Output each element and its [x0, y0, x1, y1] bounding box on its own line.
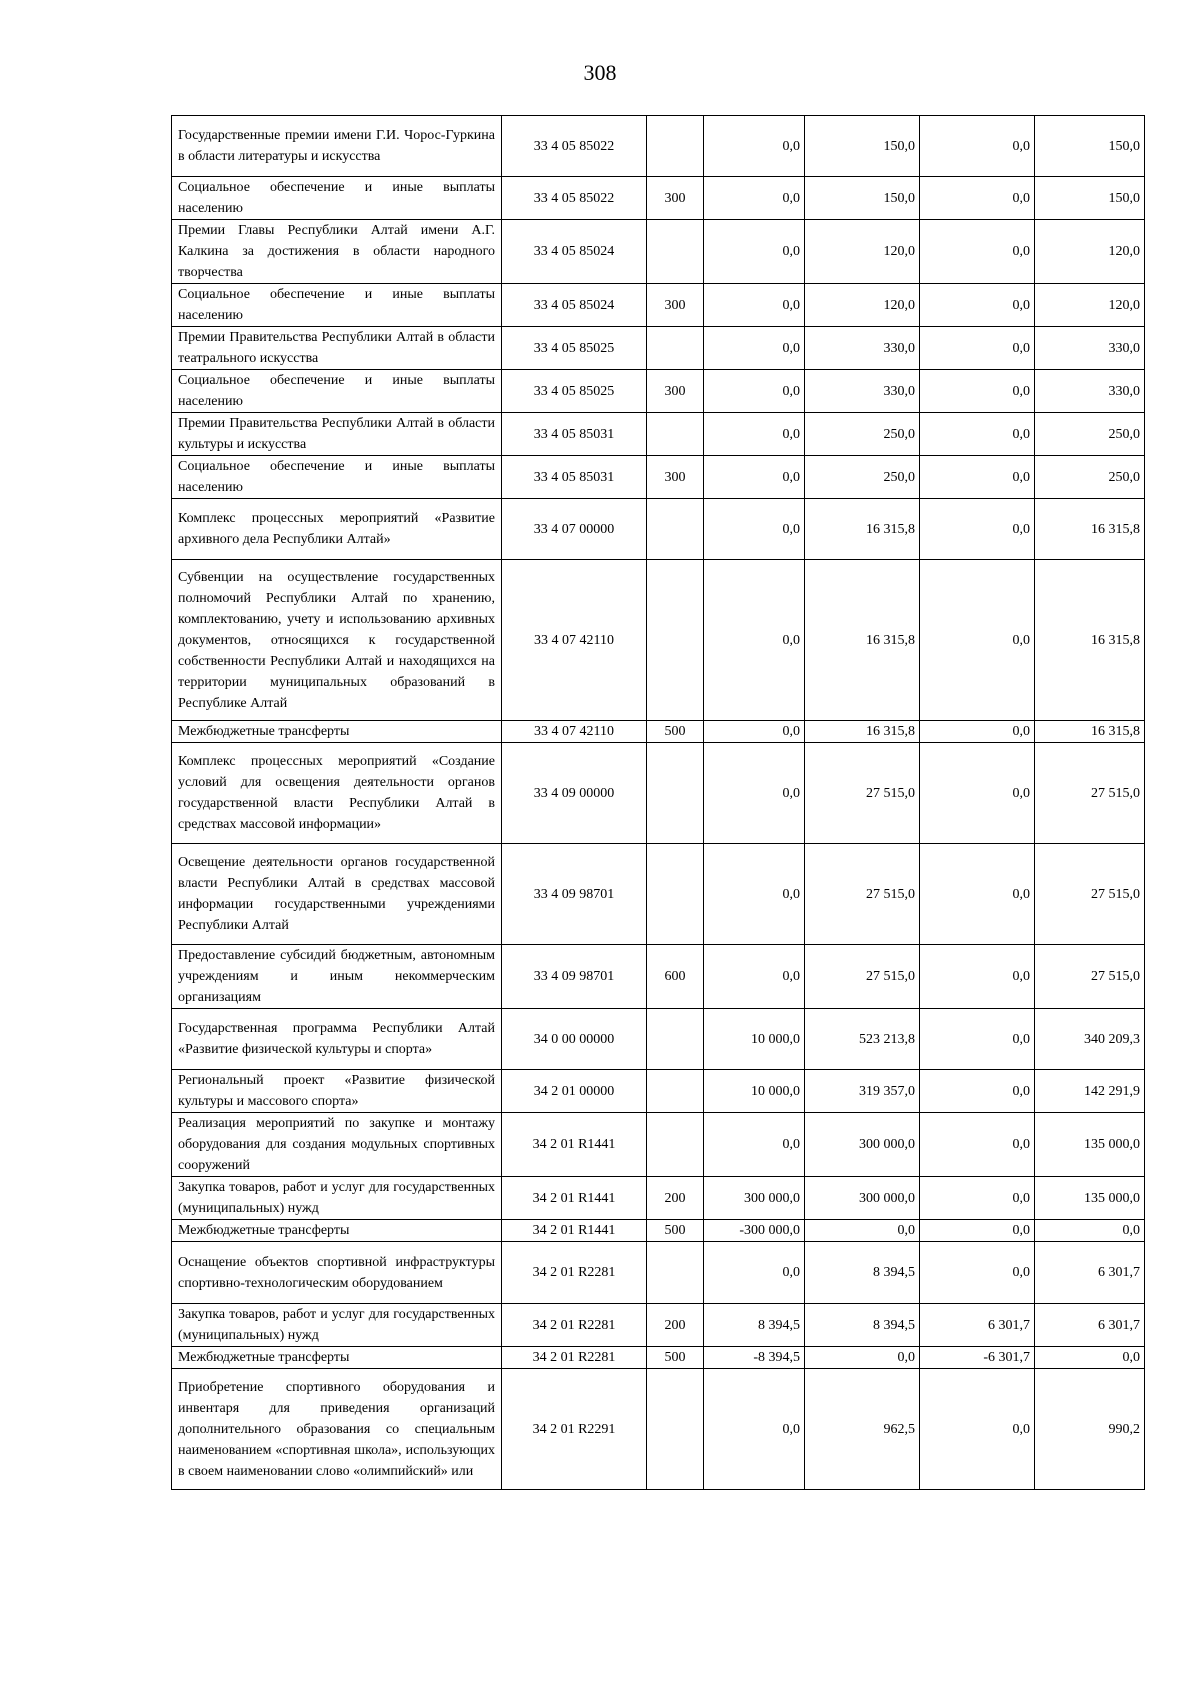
row-amount-3: 0,0	[920, 1070, 1035, 1113]
row-amount-4: 330,0	[1035, 327, 1145, 370]
row-expense-type: 500	[647, 1220, 704, 1242]
row-amount-2: 150,0	[805, 177, 920, 220]
row-amount-1: 0,0	[704, 370, 805, 413]
row-code: 33 4 09 98701	[502, 844, 647, 945]
row-amount-3: 0,0	[920, 220, 1035, 284]
row-amount-3: 0,0	[920, 721, 1035, 743]
table-row	[172, 1070, 1145, 1113]
row-code: 33 4 09 00000	[502, 743, 647, 844]
row-amount-3: 0,0	[920, 413, 1035, 456]
row-name: Социальное обеспечение и иные выплаты населению	[172, 284, 502, 327]
row-amount-2: 16 315,8	[805, 499, 920, 560]
table-row	[172, 456, 1145, 499]
table-row	[172, 499, 1145, 560]
row-amount-3: 0,0	[920, 499, 1035, 560]
table-row	[172, 1242, 1145, 1304]
row-code: 34 2 01 R2281	[502, 1347, 647, 1369]
row-expense-type	[647, 499, 704, 560]
row-amount-2: 27 515,0	[805, 945, 920, 1009]
row-amount-4: 6 301,7	[1035, 1242, 1145, 1304]
row-code: 34 0 00 00000	[502, 1009, 647, 1070]
row-code: 34 2 01 R1441	[502, 1177, 647, 1220]
table-row	[172, 370, 1145, 413]
row-expense-type: 300	[647, 370, 704, 413]
row-amount-3: 0,0	[920, 1113, 1035, 1177]
row-name: Премии Правительства Республики Алтай в области театрального искусства	[172, 327, 502, 370]
row-amount-2: 300 000,0	[805, 1177, 920, 1220]
row-amount-1: 0,0	[704, 284, 805, 327]
row-expense-type: 300	[647, 456, 704, 499]
row-amount-4: 150,0	[1035, 177, 1145, 220]
row-amount-2: 150,0	[805, 116, 920, 177]
row-amount-3: 0,0	[920, 177, 1035, 220]
row-code: 34 2 01 00000	[502, 1070, 647, 1113]
table-row	[172, 945, 1145, 1009]
row-code: 34 2 01 R2291	[502, 1369, 647, 1490]
row-amount-2: 0,0	[805, 1347, 920, 1369]
row-amount-1: 300 000,0	[704, 1177, 805, 1220]
row-amount-2: 250,0	[805, 413, 920, 456]
row-amount-4: 150,0	[1035, 116, 1145, 177]
table-row	[172, 1369, 1145, 1490]
table-body	[172, 116, 1145, 1490]
row-expense-type	[647, 1113, 704, 1177]
row-name: Социальное обеспечение и иные выплаты населению	[172, 177, 502, 220]
row-code: 33 4 05 85022	[502, 116, 647, 177]
row-amount-2: 27 515,0	[805, 743, 920, 844]
row-expense-type: 600	[647, 945, 704, 1009]
row-amount-4: 990,2	[1035, 1369, 1145, 1490]
row-expense-type	[647, 116, 704, 177]
row-code: 33 4 05 85025	[502, 327, 647, 370]
row-amount-1: 0,0	[704, 327, 805, 370]
row-amount-1: 0,0	[704, 945, 805, 1009]
row-expense-type	[647, 413, 704, 456]
table-row	[172, 177, 1145, 220]
row-expense-type	[647, 220, 704, 284]
row-amount-1: 0,0	[704, 743, 805, 844]
row-amount-4: 142 291,9	[1035, 1070, 1145, 1113]
row-name: Региональный проект «Развитие физической культуры и массового спорта»	[172, 1070, 502, 1113]
table-row	[172, 743, 1145, 844]
row-expense-type	[647, 1009, 704, 1070]
table-row	[172, 284, 1145, 327]
row-expense-type	[647, 1070, 704, 1113]
row-expense-type	[647, 743, 704, 844]
row-code: 33 4 05 85025	[502, 370, 647, 413]
row-code: 33 4 05 85024	[502, 284, 647, 327]
row-code: 34 2 01 R2281	[502, 1304, 647, 1347]
budget-table	[171, 115, 1145, 1490]
row-name: Оснащение объектов спортивной инфраструктуры спортивно-технологическим оборудованием	[172, 1242, 502, 1304]
row-amount-1: 0,0	[704, 413, 805, 456]
row-amount-2: 16 315,8	[805, 560, 920, 721]
row-amount-3: 0,0	[920, 1177, 1035, 1220]
row-amount-2: 250,0	[805, 456, 920, 499]
row-amount-4: 27 515,0	[1035, 743, 1145, 844]
row-expense-type	[647, 844, 704, 945]
row-name: Социальное обеспечение и иные выплаты населению	[172, 456, 502, 499]
row-amount-1: 8 394,5	[704, 1304, 805, 1347]
row-amount-3: 0,0	[920, 284, 1035, 327]
table-row	[172, 1009, 1145, 1070]
row-expense-type: 200	[647, 1177, 704, 1220]
row-amount-4: 135 000,0	[1035, 1177, 1145, 1220]
row-amount-3: 0,0	[920, 945, 1035, 1009]
row-amount-2: 300 000,0	[805, 1113, 920, 1177]
row-amount-4: 16 315,8	[1035, 499, 1145, 560]
row-amount-3: 0,0	[920, 1009, 1035, 1070]
row-amount-4: 120,0	[1035, 220, 1145, 284]
row-amount-4: 0,0	[1035, 1347, 1145, 1369]
row-amount-3: 0,0	[920, 370, 1035, 413]
row-amount-3: 0,0	[920, 560, 1035, 721]
row-amount-2: 16 315,8	[805, 721, 920, 743]
row-amount-4: 0,0	[1035, 1220, 1145, 1242]
row-expense-type: 200	[647, 1304, 704, 1347]
row-name: Премии Главы Республики Алтай имени А.Г. Калкина за достижения в области народного творчества	[172, 220, 502, 284]
row-amount-2: 330,0	[805, 370, 920, 413]
table-row	[172, 844, 1145, 945]
row-code: 33 4 07 00000	[502, 499, 647, 560]
row-amount-2: 319 357,0	[805, 1070, 920, 1113]
row-amount-1: 0,0	[704, 220, 805, 284]
row-amount-3: 0,0	[920, 743, 1035, 844]
table-row	[172, 1304, 1145, 1347]
row-amount-1: -8 394,5	[704, 1347, 805, 1369]
row-expense-type: 500	[647, 721, 704, 743]
row-amount-2: 8 394,5	[805, 1242, 920, 1304]
row-amount-3: 0,0	[920, 844, 1035, 945]
row-amount-1: 0,0	[704, 560, 805, 721]
row-amount-1: 0,0	[704, 177, 805, 220]
row-name: Комплекс процессных мероприятий «Создание условий для освещения деятельности органов государственной власти Республики Алтай в средствах массовой информации»	[172, 743, 502, 844]
row-amount-3: 0,0	[920, 456, 1035, 499]
row-name: Социальное обеспечение и иные выплаты населению	[172, 370, 502, 413]
row-name: Межбюджетные трансферты	[172, 1220, 502, 1242]
row-amount-4: 330,0	[1035, 370, 1145, 413]
row-amount-1: 0,0	[704, 499, 805, 560]
row-amount-4: 250,0	[1035, 413, 1145, 456]
row-amount-2: 523 213,8	[805, 1009, 920, 1070]
row-amount-4: 135 000,0	[1035, 1113, 1145, 1177]
row-amount-3: 0,0	[920, 1242, 1035, 1304]
row-amount-3: 0,0	[920, 1220, 1035, 1242]
row-amount-1: 0,0	[704, 721, 805, 743]
row-expense-type	[647, 1369, 704, 1490]
row-code: 33 4 05 85024	[502, 220, 647, 284]
row-amount-2: 0,0	[805, 1220, 920, 1242]
row-expense-type	[647, 560, 704, 721]
row-code: 34 2 01 R1441	[502, 1113, 647, 1177]
row-amount-4: 6 301,7	[1035, 1304, 1145, 1347]
row-amount-2: 330,0	[805, 327, 920, 370]
row-name: Реализация мероприятий по закупке и монтажу оборудования для создания модульных спортивных сооружений	[172, 1113, 502, 1177]
page-number: 308	[583, 60, 617, 85]
row-expense-type: 500	[647, 1347, 704, 1369]
row-name: Предоставление субсидий бюджетным, автономным учреждениям и иным некоммерческим организациям	[172, 945, 502, 1009]
row-code: 33 4 09 98701	[502, 945, 647, 1009]
table-row	[172, 220, 1145, 284]
row-code: 33 4 07 42110	[502, 721, 647, 743]
row-name: Межбюджетные трансферты	[172, 1347, 502, 1369]
row-expense-type: 300	[647, 284, 704, 327]
row-expense-type	[647, 1242, 704, 1304]
row-name: Закупка товаров, работ и услуг для государственных (муниципальных) нужд	[172, 1177, 502, 1220]
row-amount-2: 27 515,0	[805, 844, 920, 945]
row-amount-1: 0,0	[704, 116, 805, 177]
row-name: Премии Правительства Республики Алтай в области культуры и искусства	[172, 413, 502, 456]
row-amount-2: 962,5	[805, 1369, 920, 1490]
row-amount-4: 120,0	[1035, 284, 1145, 327]
table-row	[172, 721, 1145, 743]
row-amount-1: 0,0	[704, 1369, 805, 1490]
row-amount-3: 0,0	[920, 116, 1035, 177]
table-row	[172, 560, 1145, 721]
row-amount-2: 8 394,5	[805, 1304, 920, 1347]
row-code: 33 4 05 85031	[502, 413, 647, 456]
row-code: 34 2 01 R1441	[502, 1220, 647, 1242]
row-name: Государственные премии имени Г.И. Чорос-Гуркина в области литературы и искусства	[172, 116, 502, 177]
row-code: 33 4 05 85031	[502, 456, 647, 499]
row-name: Закупка товаров, работ и услуг для государственных (муниципальных) нужд	[172, 1304, 502, 1347]
row-amount-3: 0,0	[920, 1369, 1035, 1490]
row-code: 33 4 05 85022	[502, 177, 647, 220]
row-code: 33 4 07 42110	[502, 560, 647, 721]
row-amount-3: -6 301,7	[920, 1347, 1035, 1369]
row-name: Субвенции на осуществление государственных полномочий Республики Алтай по хранению, комплектованию, учету и использованию архивных документов, относящихся к государственной собственности Республики Алтай и находящихся на территории муниципальных образований в Республике Алтай	[172, 560, 502, 721]
row-name: Межбюджетные трансферты	[172, 721, 502, 743]
table-row	[172, 413, 1145, 456]
row-amount-1: 10 000,0	[704, 1009, 805, 1070]
row-amount-1: 0,0	[704, 1113, 805, 1177]
row-amount-4: 340 209,3	[1035, 1009, 1145, 1070]
table-row	[172, 1177, 1145, 1220]
row-amount-3: 6 301,7	[920, 1304, 1035, 1347]
row-name: Приобретение спортивного оборудования и инвентаря для приведения организаций дополнительного образования со специальным наименованием «спортивная школа», использующих в своем наименовании слово «олимпийский» или	[172, 1369, 502, 1490]
table-row	[172, 327, 1145, 370]
row-amount-1: 0,0	[704, 456, 805, 499]
row-amount-2: 120,0	[805, 220, 920, 284]
row-amount-2: 120,0	[805, 284, 920, 327]
row-expense-type: 300	[647, 177, 704, 220]
row-amount-4: 16 315,8	[1035, 560, 1145, 721]
table-row	[172, 1113, 1145, 1177]
row-name: Освещение деятельности органов государственной власти Республики Алтай в средствах массовой информации государственными учреждениями Республики Алтай	[172, 844, 502, 945]
table-row	[172, 116, 1145, 177]
table-row	[172, 1220, 1145, 1242]
row-amount-1: 0,0	[704, 844, 805, 945]
row-amount-1: -300 000,0	[704, 1220, 805, 1242]
row-name: Государственная программа Республики Алтай «Развитие физической культуры и спорта»	[172, 1009, 502, 1070]
row-name: Комплекс процессных мероприятий «Развитие архивного дела Республики Алтай»	[172, 499, 502, 560]
table-row	[172, 1347, 1145, 1369]
row-amount-4: 250,0	[1035, 456, 1145, 499]
row-amount-1: 10 000,0	[704, 1070, 805, 1113]
row-expense-type	[647, 327, 704, 370]
row-amount-4: 27 515,0	[1035, 945, 1145, 1009]
row-amount-4: 16 315,8	[1035, 721, 1145, 743]
row-amount-1: 0,0	[704, 1242, 805, 1304]
row-code: 34 2 01 R2281	[502, 1242, 647, 1304]
row-amount-3: 0,0	[920, 327, 1035, 370]
row-amount-4: 27 515,0	[1035, 844, 1145, 945]
